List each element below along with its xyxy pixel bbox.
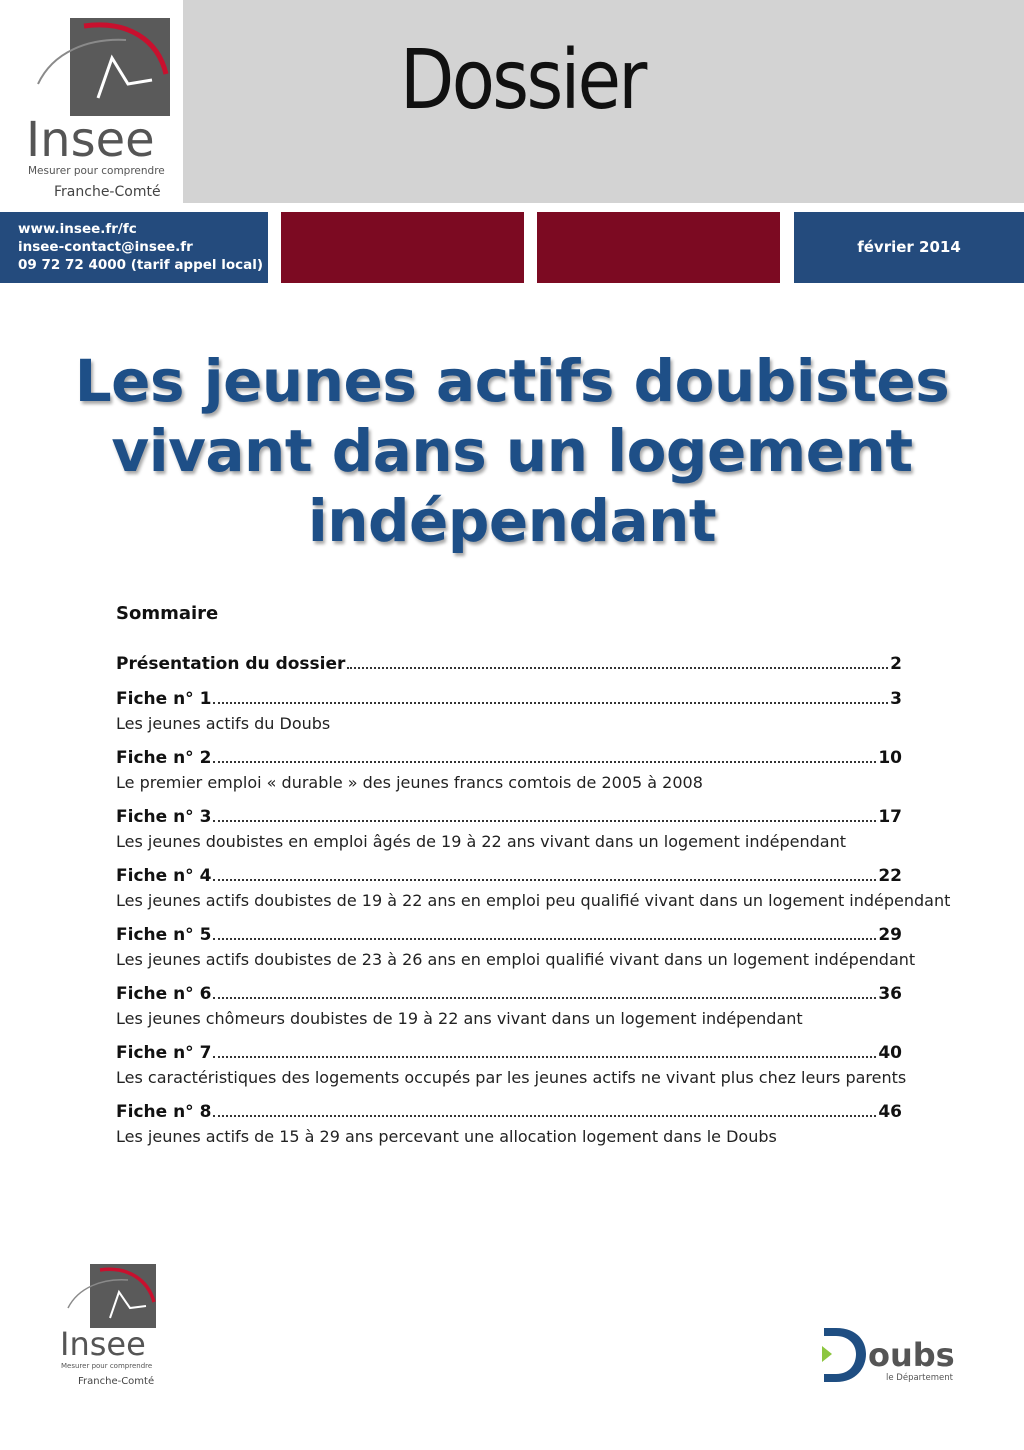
toc-description: Le premier emploi « durable » des jeunes francs comtois de 2005 à 2008 <box>116 773 703 792</box>
insee-footer-region: Franche-Comté <box>78 1376 155 1387</box>
toc-page: 40 <box>878 1043 902 1063</box>
publication-date: février 2014 <box>794 212 1024 283</box>
insee-logo-icon <box>70 18 170 116</box>
toc-description: Les jeunes actifs doubistes de 19 à 22 ans en emploi peu qualifié vivant dans un logement indépendant <box>116 891 951 910</box>
dot-leader <box>213 702 888 704</box>
dot-leader <box>213 1115 876 1117</box>
toc-entry[interactable] <box>116 687 902 736</box>
dot-leader <box>213 997 876 999</box>
toc-label: Fiche n° 4 <box>116 866 212 886</box>
toc-description: Les jeunes chômeurs doubistes de 19 à 22 ans vivant dans un logement indépendant <box>116 1009 803 1028</box>
toc-description: Les jeunes actifs doubistes de 23 à 26 ans en emploi qualifié vivant dans un logement indépendant <box>116 950 916 969</box>
title-line-1: Les jeunes actifs doubistes <box>74 347 950 415</box>
toc-label: Fiche n° 8 <box>116 1102 212 1122</box>
dot-leader <box>213 879 876 881</box>
dossier-banner <box>183 0 1024 203</box>
insee-footer-brand: Insee <box>60 1325 146 1363</box>
toc-label: Présentation du dossier <box>116 654 346 674</box>
toc-entry[interactable] <box>116 982 902 1031</box>
toc-line <box>116 687 902 712</box>
toc-description: Les caractéristiques des logements occupés par les jeunes actifs ne vivant plus chez leurs parents <box>116 1068 907 1087</box>
toc-entry[interactable] <box>116 1041 907 1090</box>
svg-text:oubs: oubs <box>868 1336 955 1374</box>
title-line-2: vivant dans un logement <box>111 417 913 485</box>
dot-leader <box>213 1056 876 1058</box>
toc-line <box>116 746 902 771</box>
toc-line <box>116 1041 902 1066</box>
table-of-contents <box>116 652 951 1159</box>
toc-line <box>116 652 902 677</box>
toc-page: 46 <box>878 1102 902 1122</box>
toc-page: 22 <box>878 866 902 886</box>
toc-description: Les jeunes doubistes en emploi âgés de 19 à 22 ans vivant dans un logement indépendant <box>116 832 847 851</box>
toc-label: Fiche n° 3 <box>116 807 212 827</box>
toc-entry[interactable] <box>116 805 902 854</box>
doubs-logo-subtitle: le Département <box>886 1373 953 1383</box>
email-link[interactable]: insee-contact@insee.fr <box>18 239 193 255</box>
phone-number: 09 72 72 4000 (tarif appel local) <box>18 257 264 273</box>
toc-line <box>116 923 902 948</box>
toc-page: 17 <box>878 807 902 827</box>
toc-line <box>116 864 902 889</box>
burgundy-band-left <box>281 212 524 283</box>
toc-label: Fiche n° 5 <box>116 925 212 945</box>
insee-footer-logo <box>58 1262 162 1390</box>
toc-entry[interactable] <box>116 923 916 972</box>
toc-description: Les jeunes actifs de 15 à 29 ans percevant une allocation logement dans le Doubs <box>116 1127 777 1146</box>
toc-label: Fiche n° 1 <box>116 689 212 709</box>
dot-leader <box>213 761 876 763</box>
toc-page: 3 <box>890 689 902 709</box>
toc-entry[interactable] <box>116 746 902 795</box>
toc-page: 10 <box>878 748 902 768</box>
insee-footer-tagline: Mesurer pour comprendre <box>61 1362 153 1370</box>
burgundy-band-right <box>537 212 780 283</box>
contact-band <box>0 212 268 283</box>
toc-entry[interactable] <box>116 652 902 677</box>
dot-leader <box>347 667 888 669</box>
toc-label: Fiche n° 7 <box>116 1043 212 1063</box>
toc-description: Les jeunes actifs du Doubs <box>116 714 331 733</box>
doubs-logo <box>818 1322 968 1388</box>
toc-entry[interactable] <box>116 1100 902 1149</box>
toc-line <box>116 1100 902 1125</box>
insee-logo-region: Franche-Comté <box>54 184 161 200</box>
toc-page: 29 <box>878 925 902 945</box>
toc-label: Fiche n° 2 <box>116 748 212 768</box>
dot-leader <box>213 938 876 940</box>
document-title <box>60 346 964 556</box>
title-line-3: indépendant <box>307 487 717 555</box>
dossier-title: Dossier <box>400 33 645 128</box>
toc-entry[interactable] <box>116 864 951 913</box>
toc-page: 2 <box>890 654 902 674</box>
website-link[interactable]: www.insee.fr/fc <box>18 221 137 237</box>
toc-line <box>116 982 902 1007</box>
summary-heading: Sommaire <box>116 603 219 624</box>
insee-logo <box>18 14 178 204</box>
toc-page: 36 <box>878 984 902 1004</box>
insee-footer-logo-icon <box>90 1264 156 1328</box>
insee-logo-brand: Insee <box>26 112 155 168</box>
toc-line <box>116 805 902 830</box>
toc-label: Fiche n° 6 <box>116 984 212 1004</box>
insee-logo-tagline: Mesurer pour comprendre <box>28 165 165 177</box>
dot-leader <box>213 820 876 822</box>
